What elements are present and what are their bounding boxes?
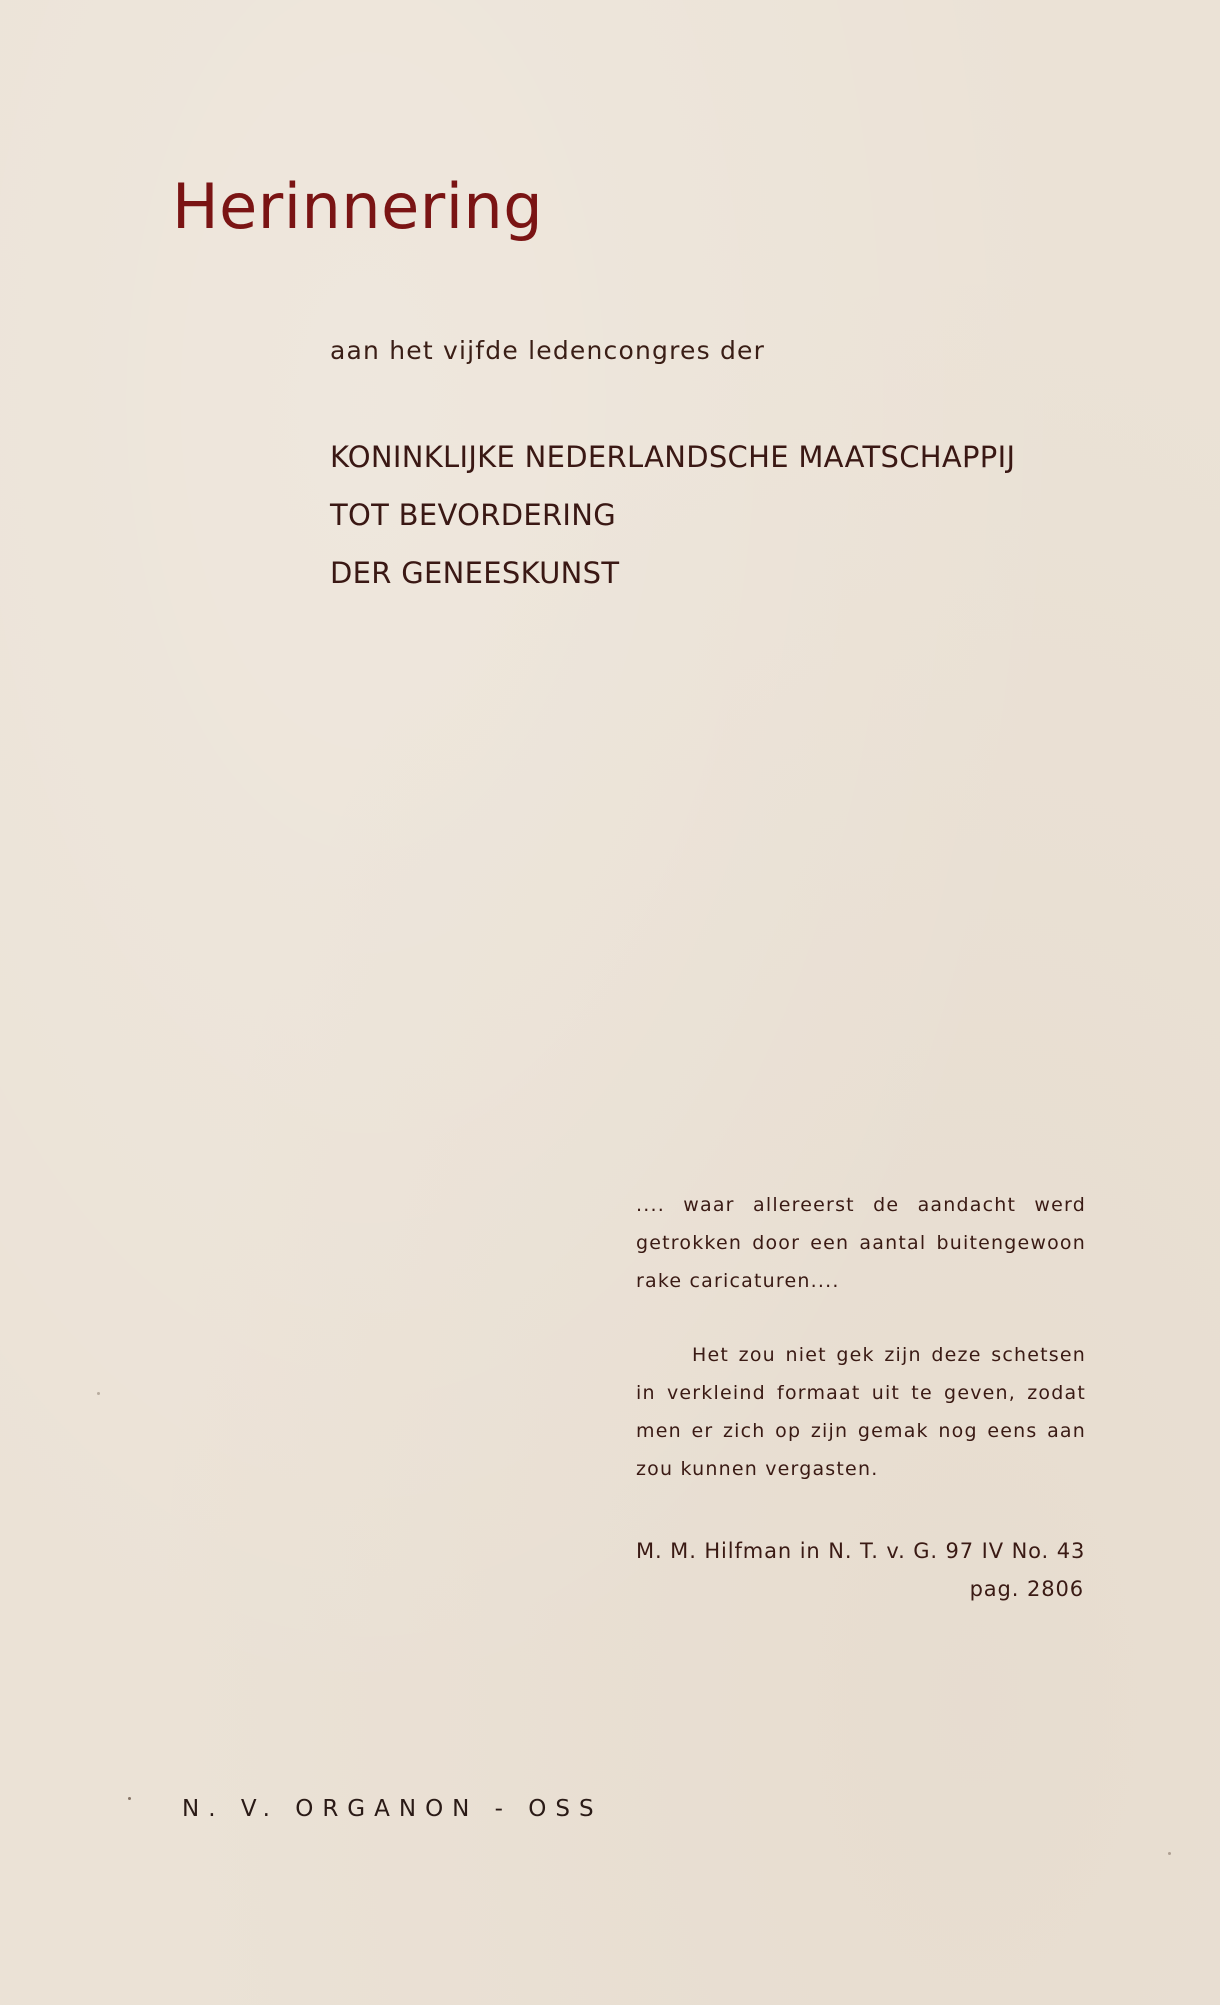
page-title: Herinnering: [172, 170, 544, 243]
quote-block: [636, 1186, 1086, 1488]
organization-name: [330, 428, 1015, 602]
subtitle: aan het vijfde ledencongres der: [330, 336, 766, 365]
organization-line: KONINKLIJKE NEDERLANDSCHE MAATSCHAPPIJ: [330, 440, 1016, 474]
paper-speck: [97, 1392, 100, 1395]
paper-speck: [1168, 1852, 1171, 1855]
organization-line: TOT BEVORDERING: [330, 498, 617, 532]
citation: [636, 1532, 1084, 1608]
organization-line: DER GENEESKUNST: [330, 556, 620, 590]
citation-source: M. M. Hilfman in N. T. v. G. 97 IV No. 43: [636, 1539, 1086, 1563]
quote-paragraph-1: .... waar allereerst de aandacht werd getrokken door een aantal buitengewoon rake caricaturen....: [636, 1194, 1086, 1292]
paragraph-gap: [636, 1300, 1086, 1336]
publisher-footer: N. V. ORGANON - OSS: [182, 1796, 603, 1822]
citation-page: pag. 2806: [969, 1577, 1084, 1601]
quote-paragraph-2: Het zou niet gek zijn deze schetsen in verkleind formaat uit te geven, zodat men er zich op zijn gemak nog eens aan zou kunnen vergasten.: [636, 1344, 1086, 1480]
paper-speck: [128, 1797, 131, 1800]
